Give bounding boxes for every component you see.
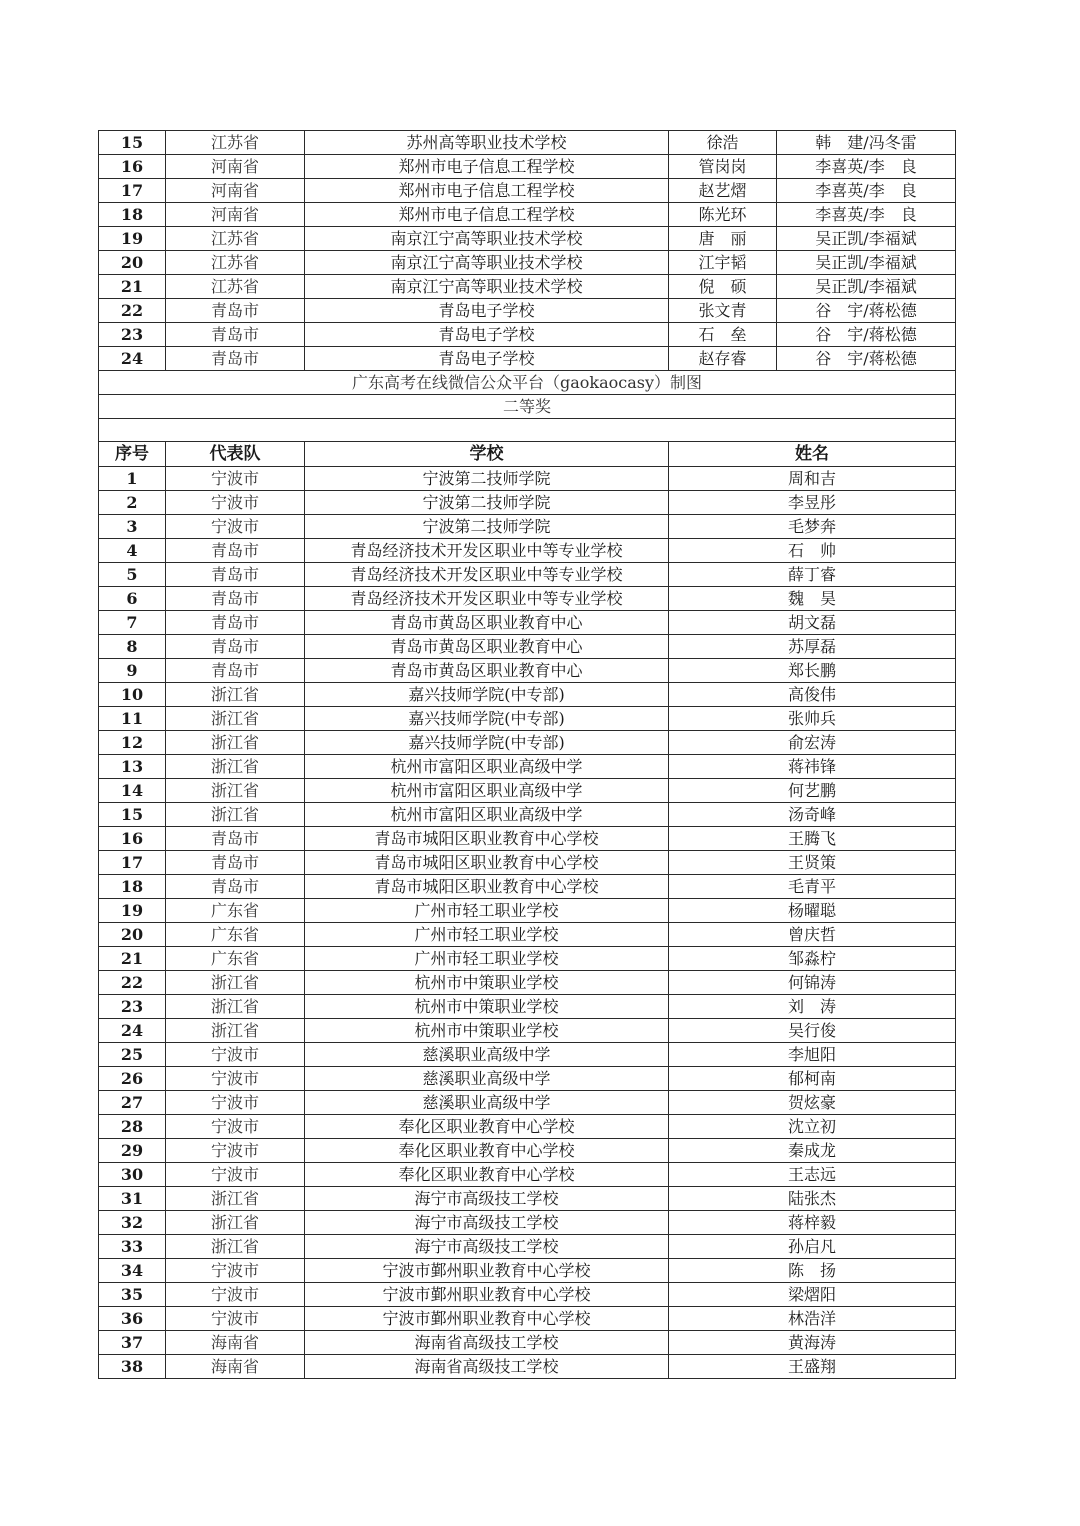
row-number: 15 — [99, 803, 166, 827]
row-name: 黄海涛 — [669, 1331, 956, 1355]
row-number: 3 — [99, 515, 166, 539]
table-row — [99, 1043, 956, 1067]
row-number: 7 — [99, 611, 166, 635]
row-school: 杭州市中策职业学校 — [305, 995, 669, 1019]
row-team: 青岛市 — [166, 299, 305, 323]
row-name: 吴行俊 — [669, 1019, 956, 1043]
row-team: 青岛市 — [166, 827, 305, 851]
row-team: 青岛市 — [166, 347, 305, 371]
row-name: 张帅兵 — [669, 707, 956, 731]
row-number: 35 — [99, 1283, 166, 1307]
table-row — [99, 1211, 956, 1235]
row-team: 青岛市 — [166, 611, 305, 635]
row-name: 孙启凡 — [669, 1235, 956, 1259]
table-row — [99, 1163, 956, 1187]
row-school: 宁波第二技师学院 — [305, 491, 669, 515]
row-number: 6 — [99, 587, 166, 611]
row-team: 江苏省 — [166, 251, 305, 275]
row-team: 浙江省 — [166, 1019, 305, 1043]
row-team: 广东省 — [166, 899, 305, 923]
table-row — [99, 275, 956, 299]
row-team: 浙江省 — [166, 971, 305, 995]
table-row — [99, 131, 956, 155]
row-school: 宁波市鄞州职业教育中心学校 — [305, 1307, 669, 1331]
row-number: 12 — [99, 731, 166, 755]
row-name: 王贤策 — [669, 851, 956, 875]
row-school: 海宁市高级技工学校 — [305, 1211, 669, 1235]
row-name: 管岗岗 — [669, 155, 777, 179]
row-number: 36 — [99, 1307, 166, 1331]
table-row — [99, 587, 956, 611]
row-school: 南京江宁高等职业技术学校 — [305, 251, 669, 275]
row-number: 38 — [99, 1355, 166, 1379]
row-number: 16 — [99, 155, 166, 179]
table-row — [99, 1067, 956, 1091]
table-row — [99, 947, 956, 971]
row-team: 浙江省 — [166, 779, 305, 803]
row-coach: 谷 宇/蒋松德 — [777, 347, 956, 371]
row-number: 22 — [99, 299, 166, 323]
row-name: 江宇韬 — [669, 251, 777, 275]
row-number: 16 — [99, 827, 166, 851]
row-number: 15 — [99, 131, 166, 155]
row-number: 32 — [99, 1211, 166, 1235]
row-coach: 吴正凯/李福斌 — [777, 275, 956, 299]
table-row — [99, 995, 956, 1019]
table-row — [99, 1115, 956, 1139]
row-coach: 韩 建/冯冬雷 — [777, 131, 956, 155]
row-team: 浙江省 — [166, 1235, 305, 1259]
watermark-row: 广东高考在线微信公众平台（gaokaocasy）制图 — [99, 371, 956, 395]
row-name: 蒋梓毅 — [669, 1211, 956, 1235]
row-team: 青岛市 — [166, 323, 305, 347]
row-school: 青岛市黄岛区职业教育中心 — [305, 635, 669, 659]
row-school: 慈溪职业高级中学 — [305, 1067, 669, 1091]
row-coach: 谷 宇/蒋松德 — [777, 299, 956, 323]
row-team: 浙江省 — [166, 731, 305, 755]
table-row — [99, 251, 956, 275]
row-name: 李旭阳 — [669, 1043, 956, 1067]
row-school: 广州市轻工职业学校 — [305, 923, 669, 947]
row-team: 宁波市 — [166, 1163, 305, 1187]
table-row — [99, 155, 956, 179]
row-school: 嘉兴技师学院(中专部) — [305, 731, 669, 755]
row-name: 陈光环 — [669, 203, 777, 227]
row-team: 海南省 — [166, 1355, 305, 1379]
row-team: 江苏省 — [166, 131, 305, 155]
row-name: 秦成龙 — [669, 1139, 956, 1163]
row-school: 杭州市中策职业学校 — [305, 1019, 669, 1043]
row-team: 宁波市 — [166, 467, 305, 491]
row-school: 海宁市高级技工学校 — [305, 1187, 669, 1211]
row-team: 宁波市 — [166, 1043, 305, 1067]
row-school: 嘉兴技师学院(中专部) — [305, 707, 669, 731]
row-number: 23 — [99, 323, 166, 347]
row-school: 青岛电子学校 — [305, 347, 669, 371]
row-number: 24 — [99, 347, 166, 371]
row-coach: 谷 宇/蒋松德 — [777, 323, 956, 347]
row-name: 石 垒 — [669, 323, 777, 347]
row-school: 宁波第二技师学院 — [305, 515, 669, 539]
row-number: 19 — [99, 227, 166, 251]
row-name: 梁熠阳 — [669, 1283, 956, 1307]
header-no: 序号 — [99, 442, 166, 467]
table-row — [99, 467, 956, 491]
row-name: 苏厚磊 — [669, 635, 956, 659]
row-name: 刘 涛 — [669, 995, 956, 1019]
row-number: 19 — [99, 899, 166, 923]
table-row — [99, 491, 956, 515]
table-row — [99, 971, 956, 995]
row-team: 浙江省 — [166, 707, 305, 731]
table-row — [99, 755, 956, 779]
row-school: 青岛电子学校 — [305, 323, 669, 347]
row-school: 青岛市城阳区职业教育中心学校 — [305, 875, 669, 899]
row-name: 俞宏涛 — [669, 731, 956, 755]
table-row — [99, 1091, 956, 1115]
row-team: 宁波市 — [166, 1259, 305, 1283]
row-number: 9 — [99, 659, 166, 683]
table-row — [99, 563, 956, 587]
row-name: 陈 扬 — [669, 1259, 956, 1283]
row-team: 宁波市 — [166, 515, 305, 539]
row-name: 王盛翔 — [669, 1355, 956, 1379]
row-school: 宁波市鄞州职业教育中心学校 — [305, 1259, 669, 1283]
table-row — [99, 1139, 956, 1163]
row-number: 13 — [99, 755, 166, 779]
row-number: 20 — [99, 251, 166, 275]
row-coach: 李喜英/李 良 — [777, 155, 956, 179]
row-school: 南京江宁高等职业技术学校 — [305, 275, 669, 299]
table-row — [99, 323, 956, 347]
row-name: 王腾飞 — [669, 827, 956, 851]
row-team: 江苏省 — [166, 275, 305, 299]
table-row — [99, 1235, 956, 1259]
row-number: 31 — [99, 1187, 166, 1211]
row-number: 8 — [99, 635, 166, 659]
row-number: 24 — [99, 1019, 166, 1043]
row-school: 奉化区职业教育中心学校 — [305, 1139, 669, 1163]
row-team: 浙江省 — [166, 1211, 305, 1235]
row-team: 浙江省 — [166, 755, 305, 779]
row-number: 17 — [99, 179, 166, 203]
row-school: 青岛市城阳区职业教育中心学校 — [305, 851, 669, 875]
blank-row — [99, 419, 956, 442]
row-school: 青岛经济技术开发区职业中等专业学校 — [305, 587, 669, 611]
row-school: 杭州市中策职业学校 — [305, 971, 669, 995]
row-team: 浙江省 — [166, 1187, 305, 1211]
row-school: 郑州市电子信息工程学校 — [305, 179, 669, 203]
row-team: 海南省 — [166, 1331, 305, 1355]
row-name: 高俊伟 — [669, 683, 956, 707]
row-team: 宁波市 — [166, 1115, 305, 1139]
row-school: 海南省高级技工学校 — [305, 1331, 669, 1355]
row-name: 赵存睿 — [669, 347, 777, 371]
row-number: 28 — [99, 1115, 166, 1139]
table-row — [99, 707, 956, 731]
header-school: 学校 — [305, 442, 669, 467]
row-name: 陆张杰 — [669, 1187, 956, 1211]
row-name: 赵艺熠 — [669, 179, 777, 203]
row-team: 浙江省 — [166, 995, 305, 1019]
row-school: 青岛电子学校 — [305, 299, 669, 323]
row-number: 22 — [99, 971, 166, 995]
second-prize-rows — [99, 467, 956, 1379]
row-coach: 李喜英/李 良 — [777, 179, 956, 203]
table-row — [99, 899, 956, 923]
row-team: 宁波市 — [166, 1307, 305, 1331]
row-name: 李昱彤 — [669, 491, 956, 515]
row-team: 青岛市 — [166, 875, 305, 899]
row-number: 25 — [99, 1043, 166, 1067]
table-row — [99, 1259, 956, 1283]
row-team: 江苏省 — [166, 227, 305, 251]
row-team: 浙江省 — [166, 803, 305, 827]
table-row — [99, 1355, 956, 1379]
row-school: 奉化区职业教育中心学校 — [305, 1163, 669, 1187]
row-number: 18 — [99, 203, 166, 227]
row-name: 邹淼柠 — [669, 947, 956, 971]
table-row — [99, 635, 956, 659]
row-school: 广州市轻工职业学校 — [305, 899, 669, 923]
table-row — [99, 803, 956, 827]
row-name: 薛丁睿 — [669, 563, 956, 587]
row-name: 徐浩 — [669, 131, 777, 155]
table-row — [99, 515, 956, 539]
row-school: 青岛经济技术开发区职业中等专业学校 — [305, 539, 669, 563]
row-number: 5 — [99, 563, 166, 587]
header-row — [99, 442, 956, 467]
row-team: 广东省 — [166, 923, 305, 947]
row-name: 郑长鹏 — [669, 659, 956, 683]
row-coach: 吴正凯/李福斌 — [777, 251, 956, 275]
row-team: 宁波市 — [166, 1067, 305, 1091]
row-name: 倪 硕 — [669, 275, 777, 299]
row-name: 魏 昊 — [669, 587, 956, 611]
row-name: 汤奇峰 — [669, 803, 956, 827]
second-prize-title: 二等奖 — [99, 395, 956, 419]
row-name: 沈立初 — [669, 1115, 956, 1139]
table-row — [99, 1331, 956, 1355]
row-number: 17 — [99, 851, 166, 875]
table-row — [99, 923, 956, 947]
row-school: 苏州高等职业技术学校 — [305, 131, 669, 155]
table-row — [99, 827, 956, 851]
row-school: 慈溪职业高级中学 — [305, 1091, 669, 1115]
row-number: 33 — [99, 1235, 166, 1259]
row-name: 王志远 — [669, 1163, 956, 1187]
row-school: 青岛市城阳区职业教育中心学校 — [305, 827, 669, 851]
table-row — [99, 731, 956, 755]
row-number: 29 — [99, 1139, 166, 1163]
row-number: 21 — [99, 275, 166, 299]
table-row — [99, 875, 956, 899]
row-team: 宁波市 — [166, 1139, 305, 1163]
row-name: 石 帅 — [669, 539, 956, 563]
row-name: 蒋祎锋 — [669, 755, 956, 779]
row-name: 贺炫豪 — [669, 1091, 956, 1115]
table-row — [99, 1283, 956, 1307]
row-school: 宁波市鄞州职业教育中心学校 — [305, 1283, 669, 1307]
row-number: 20 — [99, 923, 166, 947]
row-team: 青岛市 — [166, 635, 305, 659]
row-team: 宁波市 — [166, 1091, 305, 1115]
first-prize-continuation — [99, 131, 956, 371]
row-team: 浙江省 — [166, 683, 305, 707]
table-row — [99, 851, 956, 875]
row-number: 26 — [99, 1067, 166, 1091]
table-row — [99, 1019, 956, 1043]
row-school: 海南省高级技工学校 — [305, 1355, 669, 1379]
row-school: 杭州市富阳区职业高级中学 — [305, 803, 669, 827]
row-number: 34 — [99, 1259, 166, 1283]
row-school: 郑州市电子信息工程学校 — [305, 203, 669, 227]
row-school: 南京江宁高等职业技术学校 — [305, 227, 669, 251]
row-team: 河南省 — [166, 203, 305, 227]
table-row — [99, 683, 956, 707]
row-team: 宁波市 — [166, 491, 305, 515]
row-coach: 李喜英/李 良 — [777, 203, 956, 227]
row-school: 慈溪职业高级中学 — [305, 1043, 669, 1067]
row-school: 嘉兴技师学院(中专部) — [305, 683, 669, 707]
row-team: 青岛市 — [166, 539, 305, 563]
row-number: 1 — [99, 467, 166, 491]
row-school: 奉化区职业教育中心学校 — [305, 1115, 669, 1139]
section-divider — [99, 371, 956, 467]
row-team: 青岛市 — [166, 563, 305, 587]
row-number: 27 — [99, 1091, 166, 1115]
row-name: 何艺鹏 — [669, 779, 956, 803]
row-name: 张文青 — [669, 299, 777, 323]
table-row — [99, 659, 956, 683]
row-number: 2 — [99, 491, 166, 515]
row-number: 21 — [99, 947, 166, 971]
table-row — [99, 1187, 956, 1211]
row-school: 杭州市富阳区职业高级中学 — [305, 755, 669, 779]
row-name: 杨曜聪 — [669, 899, 956, 923]
table-row — [99, 779, 956, 803]
row-name: 毛青平 — [669, 875, 956, 899]
table-row — [99, 227, 956, 251]
row-team: 青岛市 — [166, 851, 305, 875]
header-name: 姓名 — [669, 442, 956, 467]
row-number: 14 — [99, 779, 166, 803]
row-name: 唐 丽 — [669, 227, 777, 251]
award-table — [98, 130, 956, 1379]
row-team: 宁波市 — [166, 1283, 305, 1307]
row-school: 宁波第二技师学院 — [305, 467, 669, 491]
row-school: 海宁市高级技工学校 — [305, 1235, 669, 1259]
table-row — [99, 347, 956, 371]
row-name: 郁柯南 — [669, 1067, 956, 1091]
row-team: 青岛市 — [166, 659, 305, 683]
row-name: 何锦涛 — [669, 971, 956, 995]
row-number: 11 — [99, 707, 166, 731]
row-number: 4 — [99, 539, 166, 563]
row-number: 23 — [99, 995, 166, 1019]
row-number: 18 — [99, 875, 166, 899]
row-name: 毛梦奔 — [669, 515, 956, 539]
row-school: 杭州市富阳区职业高级中学 — [305, 779, 669, 803]
row-school: 青岛经济技术开发区职业中等专业学校 — [305, 563, 669, 587]
row-school: 广州市轻工职业学校 — [305, 947, 669, 971]
table-row — [99, 179, 956, 203]
table-row — [99, 1307, 956, 1331]
row-team: 广东省 — [166, 947, 305, 971]
row-team: 青岛市 — [166, 587, 305, 611]
row-name: 林浩洋 — [669, 1307, 956, 1331]
row-number: 10 — [99, 683, 166, 707]
table-row — [99, 539, 956, 563]
row-name: 周和吉 — [669, 467, 956, 491]
row-number: 37 — [99, 1331, 166, 1355]
row-name: 胡文磊 — [669, 611, 956, 635]
row-team: 河南省 — [166, 179, 305, 203]
row-school: 郑州市电子信息工程学校 — [305, 155, 669, 179]
table-row — [99, 611, 956, 635]
row-school: 青岛市黄岛区职业教育中心 — [305, 659, 669, 683]
row-name: 曾庆哲 — [669, 923, 956, 947]
row-coach: 吴正凯/李福斌 — [777, 227, 956, 251]
row-team: 河南省 — [166, 155, 305, 179]
table-row — [99, 299, 956, 323]
table-row — [99, 203, 956, 227]
row-school: 青岛市黄岛区职业教育中心 — [305, 611, 669, 635]
header-team: 代表队 — [166, 442, 305, 467]
row-number: 30 — [99, 1163, 166, 1187]
